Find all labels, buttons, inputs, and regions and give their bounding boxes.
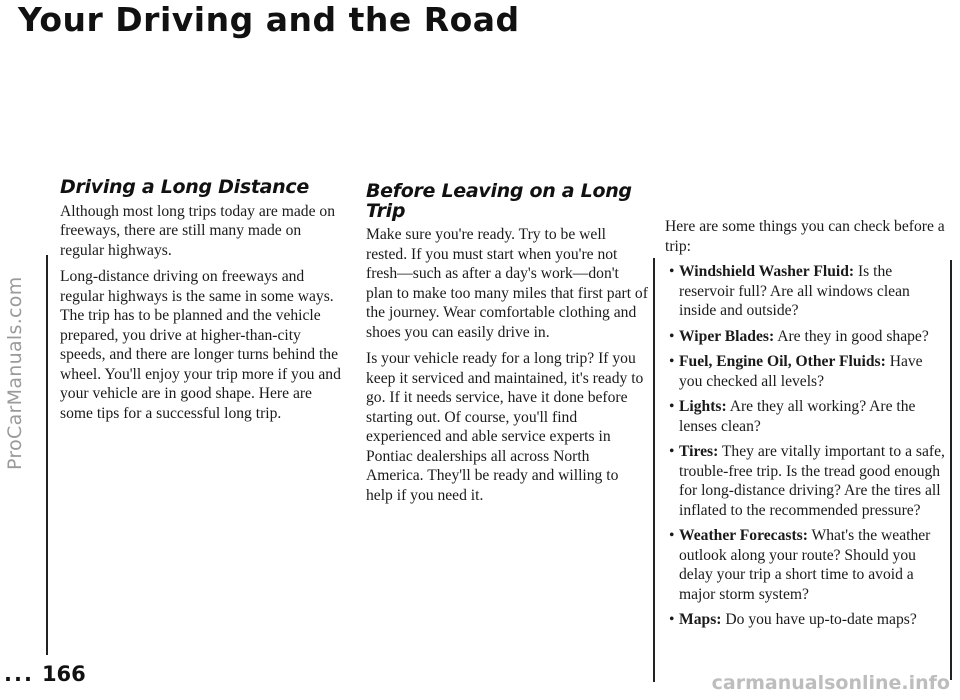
middle-paragraph-2: Is your vehicle ready for a long trip? If you keep it serviced and maintained, it's ready to go. If it needs service, have it done before starting out. Of course, you'll find experienced and able service experts in Pontiac dealerships all across North America. They'll be ready and willing to help if you need it. (366, 350, 644, 504)
bullet-icon: • (669, 527, 675, 544)
checklist-item-washer-fluid: • Windshield Washer Fluid: Is the reservoir full? Are all windows clean inside and outside? (669, 263, 910, 319)
left-paragraph-2: Long-distance driving on freeways and regular highways is the same in some ways. The trip has to be planned and the vehicle prepared, you drive at higher-than-city speeds, and there are longer turns behind the wheel. You'll enjoy your trip more if you and your vehicle are in good shape. Here are some tips for a successful long trip. (60, 268, 341, 422)
checklist-item-tires: • Tires: They are vitally important to a safe, trouble-free trip. Is the tread good enough for long-distance driving? Are the tires all inflated to the recommended pressure? (669, 443, 945, 519)
checklist-item-maps: • Maps: Do you have up-to-date maps? (669, 611, 917, 628)
right-column (665, 217, 947, 636)
bullet-icon: • (669, 443, 675, 460)
right-column-right-rule (950, 260, 952, 680)
bullet-icon: • (669, 327, 675, 345)
middle-heading: Before Leaving on a Long Trip (366, 180, 632, 222)
page-number-dots: ... (4, 662, 34, 686)
checklist-item-lights: • Lights: Are they all working? Are the lenses clean? (669, 398, 916, 435)
trip-checklist (665, 262, 947, 630)
bullet-icon: • (669, 398, 675, 415)
middle-paragraph-1: Make sure you're ready. Try to be well rested. If you must start when you're not fresh—such as after a day's work—don't plan to make too many miles that first part of the journey. Wear comfortable clothing and shoes you can easily drive in. (366, 226, 648, 341)
page-number (4, 662, 86, 686)
right-column-left-rule (653, 258, 655, 682)
page-title: Your Driving and the Road (18, 0, 520, 39)
bullet-icon: • (669, 263, 675, 280)
checklist-item-wiper-blades: • Wiper Blades: Are they in good shape? (669, 327, 929, 345)
left-paragraph-1: Although most long trips today are made on freeways, there are still many made on regular highways. (60, 202, 336, 259)
bullet-icon: • (669, 353, 675, 370)
page-number-value: 166 (41, 662, 86, 686)
footer-watermark: carmanualsonline.info (711, 672, 950, 694)
left-heading: Driving a Long Distance (60, 176, 309, 198)
middle-column (366, 182, 648, 512)
left-column (60, 178, 342, 430)
checklist-item-weather: • Weather Forecasts: What's the weather outlook along your route? Should you delay your trip a short time to avoid a major storm system? (669, 527, 931, 603)
checklist-item-fluids: • Fuel, Engine Oil, Other Fluids: Have you checked all levels? (669, 353, 923, 390)
side-watermark: ProCarManuals.com (4, 276, 26, 470)
bullet-icon: • (669, 611, 675, 628)
right-intro: Here are some things you can check before a trip: (665, 218, 945, 255)
left-margin-rule (46, 255, 48, 655)
